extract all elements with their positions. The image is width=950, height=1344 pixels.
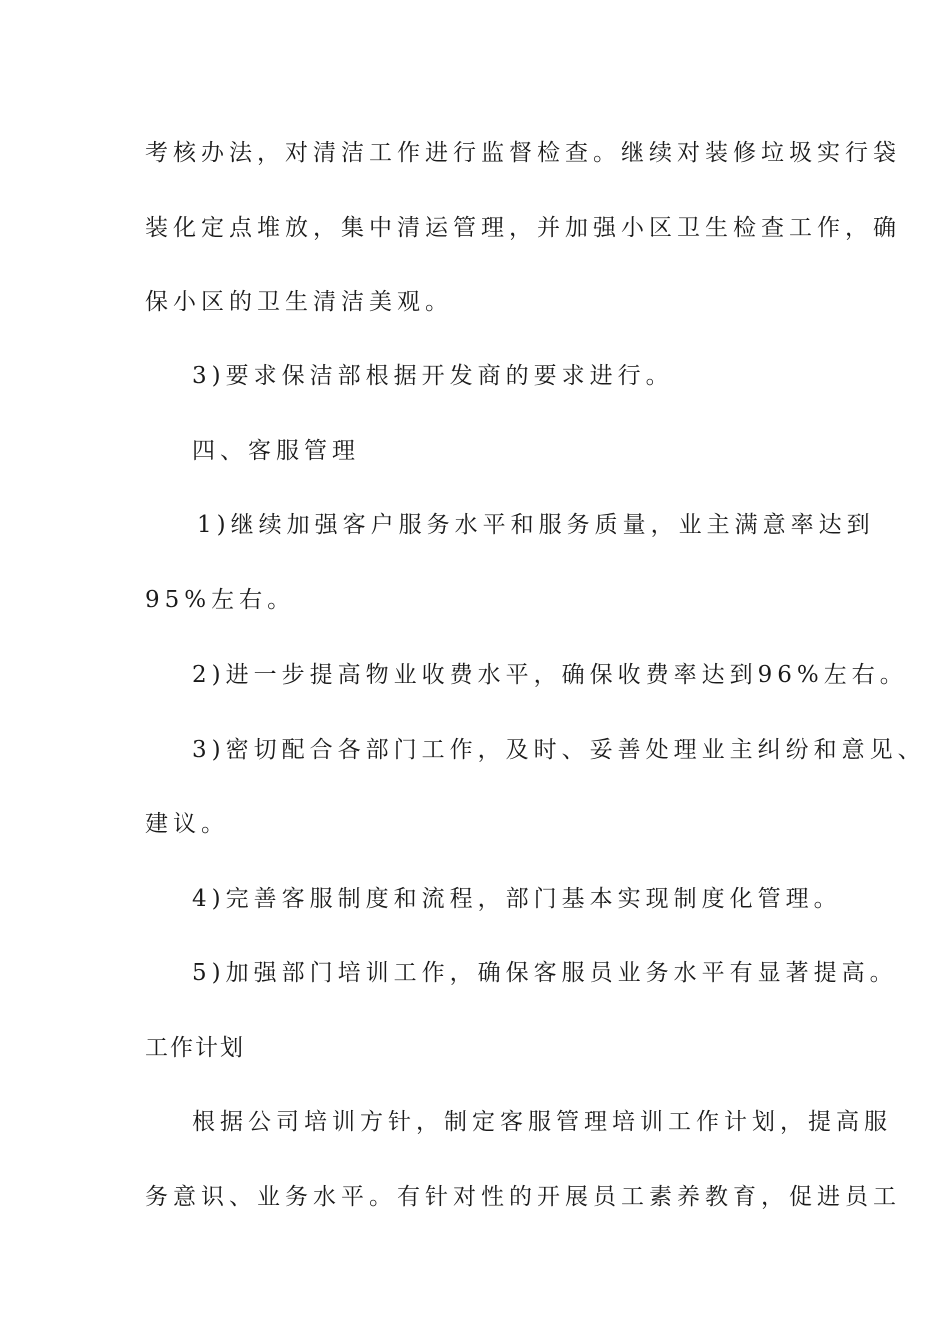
list-item: 4)完善客服制度和流程，部门基本实现制度化管理。 — [192, 886, 842, 912]
paragraph-line: 务意识、业务水平。有针对性的开展员工素养教育，促进员工 — [145, 1184, 901, 1210]
list-item: 5)加强部门培训工作，确保客服员业务水平有显著提高。 — [192, 960, 898, 986]
section-heading: 四、客服管理 — [192, 438, 360, 464]
list-item: 3)密切配合各部门工作，及时、妥善处理业主纠纷和意见、 — [192, 737, 926, 763]
list-item: 3)要求保洁部根据开发商的要求进行。 — [192, 363, 674, 389]
section-heading: 工作计划 — [145, 1035, 245, 1061]
paragraph-line: 95%左右。 — [145, 587, 296, 613]
paragraph-line: 保小区的卫生清洁美观。 — [145, 289, 453, 315]
paragraph-line: 根据公司培训方针，制定客服管理培训工作计划，提高服 — [192, 1109, 892, 1135]
paragraph-line: 建议。 — [145, 811, 229, 837]
list-item: 2)进一步提高物业收费水平，确保收费率达到96%左右。 — [192, 662, 908, 688]
list-item: 1)继续加强客户服务水平和服务质量，业主满意率达到 — [197, 512, 875, 538]
paragraph-line: 装化定点堆放，集中清运管理，并加强小区卫生检查工作，确 — [145, 215, 901, 241]
paragraph-line: 考核办法，对清洁工作进行监督检查。继续对装修垃圾实行袋 — [145, 140, 901, 166]
